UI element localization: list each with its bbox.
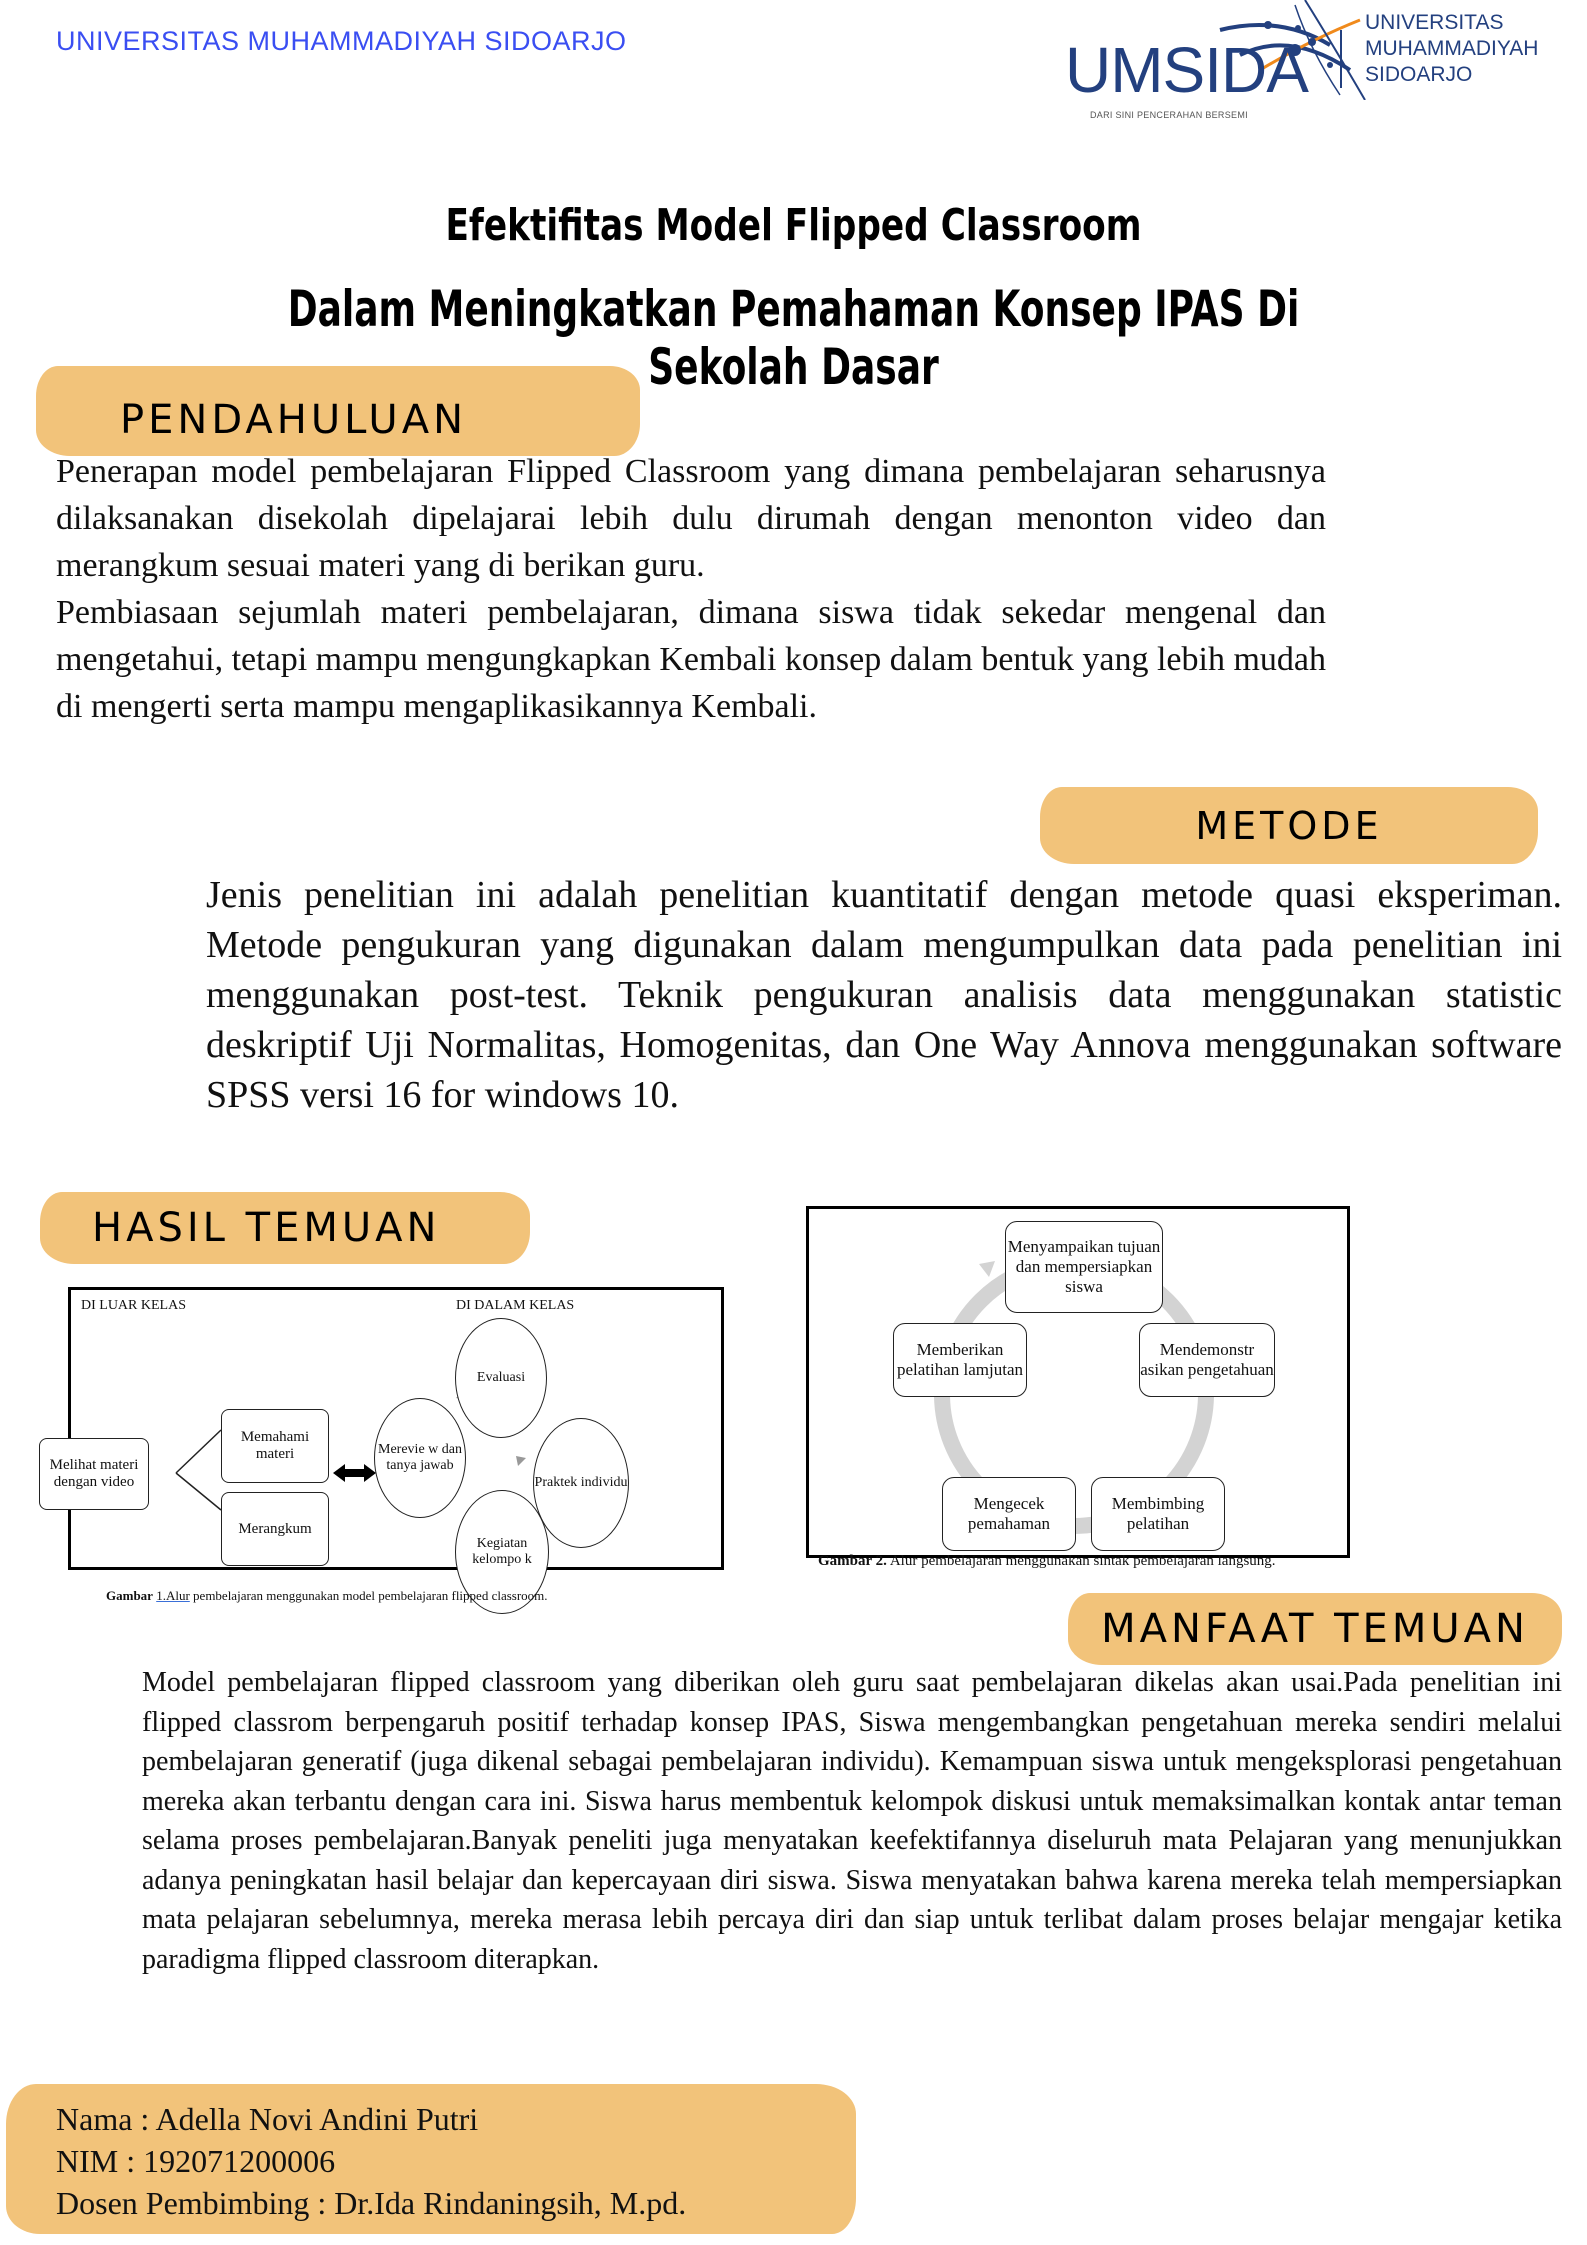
umsida-logo [1050,0,1570,130]
cycle-review-qa: Merevie w dan tanya jawab [374,1398,466,1518]
figure-2-caption: Gambar 2. Alur pembelajaran menggunakan sintak pembelajaran langsung. [818,1553,1276,1569]
step-mendemonstrasikan: Mendemonstr asikan pengetahuan [1139,1323,1275,1397]
cycle-arrow-icon [516,1456,526,1466]
cycle-praktek-individu: Praktek individu [533,1418,629,1548]
section-heading-metode: METODE [1040,787,1538,864]
step-mengecek-pemahaman: Mengecek pemahaman [942,1477,1076,1551]
figure-1-caption: Gambar 1.Alur pembelajaran menggunakan model pembelajaran flipped classroom. [106,1588,548,1603]
step-summarize: Merangkum [221,1492,329,1566]
figure-2-direct-instruction-cycle [806,1206,1350,1558]
step-membimbing-pelatihan: Membimbing pelatihan [1091,1477,1225,1551]
cycle-arrow-icon [979,1261,995,1277]
pendahuluan-text [56,448,1326,730]
pendahuluan-paragraph: Pembiasaan sejumlah materi pembelajaran, dimana siswa tidak sekedar mengenal dan mengetahui, tetapi mampu mengungkapkan Kembali konsep dalam bentuk yang lebih mudah di mengerti serta mampu mengaplikasikannya Kembali. [56,594,1326,725]
figure-1-caption-link: 1.Alur [156,1588,190,1603]
poster-title-line-2: Dalam Meningkatkan Pemahaman Konsep IPAS Di Sekolah Dasar [287,280,1300,396]
label-inside-class: DI DALAM KELAS [456,1298,575,1313]
cycle-evaluasi: Evaluasi [455,1318,547,1438]
section-heading-manfaat-temuan: MANFAAT TEMUAN [1068,1593,1562,1665]
section-heading-pendahuluan: PENDAHULUAN [36,366,640,456]
step-memberikan-pelatihan: Memberikan pelatihan lamjutan [893,1323,1027,1397]
pendahuluan-paragraph: Penerapan model pembelajaran Flipped Classroom yang dimana pembelajaran seharusnya dilaksanakan disekolah dipelajarai lebih dulu dirumah dengan menonton video dan merangkum sesuai materi yang di berikan guru. [56,453,1326,584]
logo-divider [1340,30,1342,88]
step-understand-material: Memahami materi [221,1409,329,1483]
author-nim: NIM : 192071200006 [56,2143,336,2179]
section-heading-hasil-temuan: HASIL TEMUAN [40,1192,530,1264]
double-arrow-icon [333,1464,376,1482]
author-name: Nama : Adella Novi Andini Putri [56,2101,479,2137]
university-name-header: UNIVERSITAS MUHAMMADIYAH SIDOARJO [56,26,627,56]
logo-wordmark: UMSIDA [1065,34,1308,106]
cycle-kegiatan-kelompok: Kegiatan kelompo k [455,1490,549,1614]
figure-1-flipped-classroom-flow [49,1287,724,1570]
logo-university-name: UNIVERSITAS MUHAMMADIYAH SIDOARJO [1365,11,1539,86]
manfaat-temuan-text: Model pembelajaran flipped classroom yang diberikan oleh guru saat pembelajaran dikelas akan usai.Pada penelitian ini flipped classrom berpengaruh positif terhadap konsep IPAS, Siswa mengembangkan pengetahuan mereka sendiri melalui pembelajaran generatif (juga dikenal sebagai pembelajaran individu). Kemampuan siswa untuk mengeksplorasi pengetahuan mereka akan terbantu dengan cara ini. Siswa harus membentuk kelompok diskusi untuk memaksimalkan kontak antar teman selama proses pembelajaran.Banyak peneliti juga menyatakan keefektifannya diseluruh mata Pelajaran yang menunjukkan adanya peningkatan hasil belajar dan kepercayaan diri siswa. Siswa menyatakan bahwa karena mereka telah mempersiapkan mata pelajaran sebelumnya, mereka merasa lebih percaya diri dan siap untuk terlibat dalam proses belajar mengajar ketika paradigma flipped classroom diterapkan. [142,1667,1562,1975]
advisor-name: Dosen Pembimbing : Dr.Ida Rindaningsih, M.pd. [56,2185,687,2221]
step-watch-video: Melihat materi dengan video [39,1438,149,1510]
author-info-box [6,2084,856,2234]
poster-title-line-1: Efektifitas Model Flipped Classroom [445,200,1142,251]
step-menyampaikan-tujuan: Menyampaikan tujuan dan mempersiapkan siswa [1005,1221,1163,1313]
metode-text: Jenis penelitian ini adalah penelitian kuantitatif dengan metode quasi eksperiman. Metode pengukuran yang digunakan dalam mengumpulkan data pada penelitian ini menggunakan post-test. Teknik pengukuran analisis data menggunakan statistic deskriptif Uji Normalitas, Homogenitas, dan One Way Annova menggunakan software SPSS versi 16 for windows 10. [206,874,1562,1116]
label-outside-class: DI LUAR KELAS [81,1298,186,1313]
logo-tagline: DARI SINI PENCERAHAN BERSEMI [1090,110,1248,120]
